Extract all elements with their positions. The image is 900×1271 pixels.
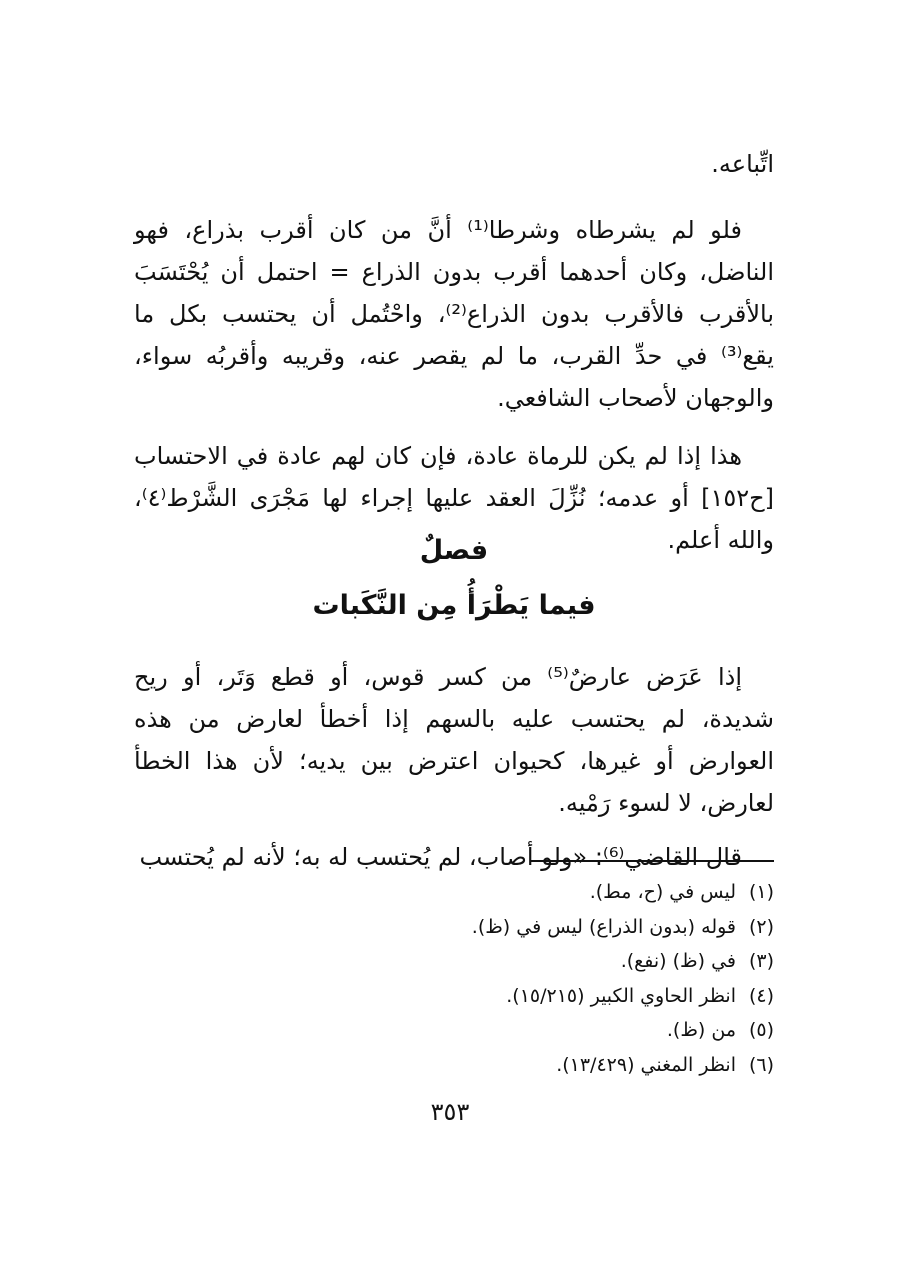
footnote-number: (٢) [748,915,774,938]
footnote-number: (٥) [748,1019,774,1041]
footnote-item [134,875,774,910]
body-text-lower [134,656,774,878]
footnotes [134,875,774,1082]
section-subheading: فيما يَطْرَأُ مِن النَّكَبات [312,590,596,621]
footnote-text: قوله (بدون الذراع) ليس في (ظ). [471,915,736,938]
footnote-item [134,1048,774,1083]
footnote-number: (٦) [748,1053,774,1076]
footnote-number: (١) [748,881,774,903]
body-text-upper [134,143,774,561]
footnote-item [134,1013,774,1048]
footnote-text: في (ظ) (نفع). [620,950,736,972]
page-number: ٣٥٣ [430,1098,470,1126]
paragraph-1: اتِّباعه. [711,150,774,178]
footnote-item [134,979,774,1014]
paragraph-5: قال القاضي⁽⁶⁾: «ولو أصاب، لم يُحتسب له به؛ لأنه لم يُحتسب [139,843,742,871]
footnote-item [134,910,774,945]
footnote-text: من (ظ). [666,1019,736,1041]
footnote-number: (٤) [748,984,774,1007]
footnote-text: ليس في (ح، مط). [589,881,736,903]
footnote-item [134,944,774,979]
paragraph-4: إذا عَرَض عارضٌ⁽⁵⁾ من كسر قوس، أو قطع وَتَر، أو ريح شديدة، لم يحتسب عليه بالسهم إذا أخطأ لعارض من هذه العوارض أو غيرها، كحيوان اعترض بين يديه؛ لأن هذا الخطأ لعارض، لا لسوء رَمْيه. [134,663,774,817]
paragraph-2: فلو لم يشرطاه وشرطا⁽¹⁾ أنَّ من كان أقرب بذراع، فهو الناضل، وكان أحدهما أقرب بدون الذراع = احتمل أن يُحْتَسَبَ بالأقرب فالأقرب بدون الذراع⁽²⁾، واحْتُمل أن يحتسب بكل ما يقع⁽³⁾ في حدِّ القرب، ما لم يقصر عنه، وقريبه وأقربُه سواء، والوجهان لأصحاب الشافعي. [134,216,774,412]
section-heading: فصلٌ [419,535,489,566]
footnote-text: انظر المغني (١٣/٤٢٩). [556,1053,736,1076]
footnote-number: (٣) [748,950,774,972]
footnote-divider [530,860,774,862]
paragraph-3: هذا إذا لم يكن للرماة عادة، فإن كان لهم عادة في الاحتساب [ح١٥٢] أو عدمه؛ نُزِّلَ العقد عليها إجراء لها مَجْرَى الشَّرْط⁽٤⁾، والله أعلم. [134,442,774,554]
footnote-text: انظر الحاوي الكبير (١٥/٢١٥). [506,984,736,1007]
